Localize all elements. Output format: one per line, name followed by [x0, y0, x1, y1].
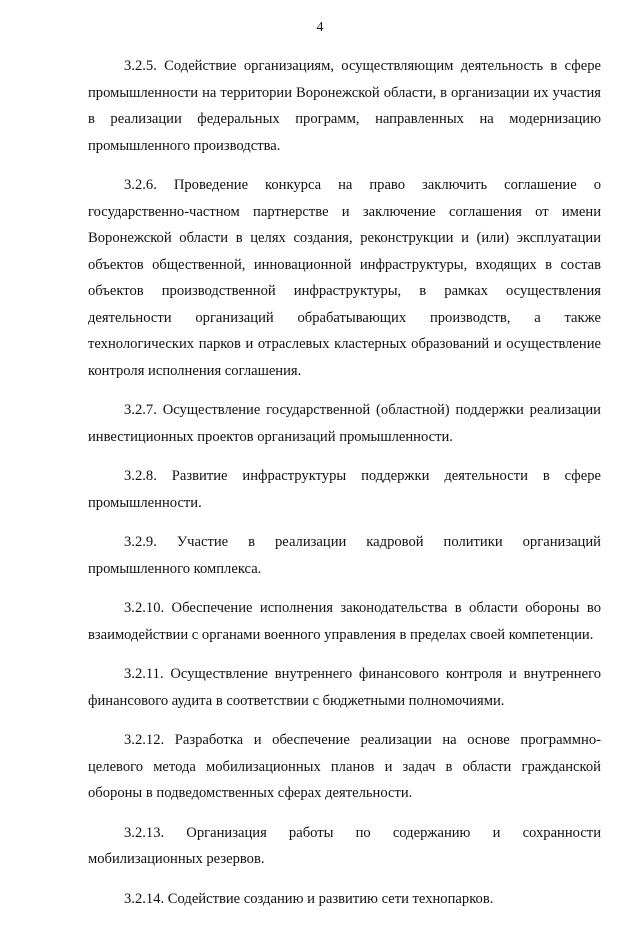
paragraph-3-2-5: 3.2.5. Содействие организациям, осуществляющим деятельность в сфере промышленности на территории Воронежской области, в организации их участия в реализации федеральных программ, направленных на модернизацию промышленного производства. [88, 58, 601, 154]
paragraph-3-2-7: 3.2.7. Осуществление государственной (областной) поддержки реализации инвестиционных проектов организаций промышленности. [88, 402, 601, 445]
paragraph-3-2-10: 3.2.10. Обеспечение исполнения законодательства в области обороны во взаимодействии с органами военного управления в пределах своей компетенции. [88, 600, 601, 643]
paragraph-3-2-13: 3.2.13. Организация работы по содержанию и сохранности мобилизационных резервов. [88, 824, 601, 867]
paragraph-3-2-9: 3.2.9. Участие в реализации кадровой политики организаций промышленного комплекса. [88, 534, 601, 577]
paragraph-3-2-14: 3.2.14. Содействие созданию и развитию сети технопарков. [124, 890, 494, 907]
paragraph-3-2-12: 3.2.12. Разработка и обеспечение реализации на основе программно-целевого метода мобилизационных планов и задач в области гражданской обороны в подведомственных сферах деятельности. [88, 732, 601, 801]
paragraph-3-2-11: 3.2.11. Осуществление внутреннего финансового контроля и внутреннего финансового аудита в соответствии с бюджетными полномочиями. [88, 666, 601, 709]
page-number: 4 [316, 20, 324, 35]
paragraph-3-2-8: 3.2.8. Развитие инфраструктуры поддержки деятельности в сфере промышленности. [88, 468, 601, 511]
paragraph-3-2-6: 3.2.6. Проведение конкурса на право заключить соглашение о государственно-частном партнерстве и заключение соглашения от имени Воронежской области в целях создания, реконструкции и (или) эксплуатации объектов общественной, инновационной инфраструктуры, входящих в состав объектов производственной инфраструктуры, в рамках осуществления деятельности организаций обрабатывающих производств, а также технологических парков и отраслевых кластерных образований и осуществление контроля исполнения соглашения. [88, 177, 601, 379]
document-body [88, 53, 601, 925]
